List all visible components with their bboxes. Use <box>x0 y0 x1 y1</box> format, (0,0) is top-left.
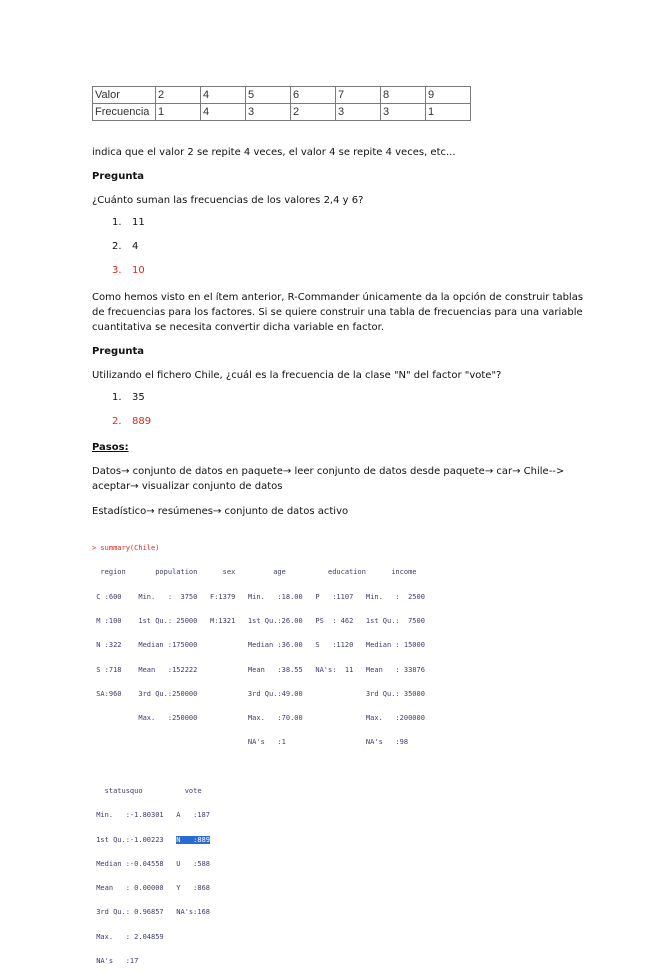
table-cell: 1 <box>426 104 471 121</box>
console-line: S :718 Mean :152222 Mean :38.55 NA's: 11 Mean : 33876 <box>92 665 425 674</box>
question-label: Pregunta <box>92 171 144 182</box>
option-number: 1. <box>112 392 122 403</box>
console-line <box>92 763 288 771</box>
console-line-prefix: 1st Qu.:-1.00223 <box>92 835 177 844</box>
console-line: NA's :1 NA's :98 <box>92 738 409 747</box>
r-console-output <box>92 528 425 965</box>
table-row <box>93 104 471 121</box>
console-line: NA's :17 <box>92 956 139 965</box>
paragraph-line: cuantitativa se necesita convertir dicha variable en factor. <box>92 322 385 333</box>
steps-title: Pasos: <box>92 442 129 453</box>
answer-option <box>112 392 145 403</box>
correct-answer-option <box>112 416 151 427</box>
intro-text: indica que el valor 2 se repite 4 veces, el valor 4 se repite 4 veces, etc... <box>92 147 456 158</box>
console-line: Min. :-1.80301 A :187 <box>92 811 211 820</box>
table-cell: 4 <box>201 104 246 121</box>
paragraph-line: Como hemos visto en el ítem anterior, R-Commander únicamente da la opción de construir tablas <box>92 292 584 303</box>
correct-answer-option <box>112 265 145 276</box>
option-text: 11 <box>132 217 145 228</box>
console-line: C :600 Min. : 3750 F:1379 Min. :18.00 P :1107 Min. : 2500 <box>92 592 425 601</box>
table-cell: 1 <box>156 104 201 121</box>
console-line: 3rd Qu.: 0.96857 NA's:168 <box>92 908 211 917</box>
console-prompt: > summary(Chile) <box>92 544 160 553</box>
console-line: SA:960 3rd Qu.:250000 3rd Qu.:49.00 3rd Qu.: 35000 <box>92 689 425 698</box>
steps-line: aceptar→ visualizar conjunto de datos <box>92 481 283 492</box>
table-cell: 3 <box>246 104 291 121</box>
table-cell: 6 <box>291 87 336 104</box>
option-number: 1. <box>112 217 122 228</box>
option-text: 35 <box>132 392 145 403</box>
console-line: M :100 1st Qu.: 25000 M:1321 1st Qu.:26.00 PS : 462 1st Qu.: 7500 <box>92 617 425 626</box>
console-line: Mean : 0.00000 Y :868 <box>92 884 211 893</box>
option-number: 2. <box>112 241 122 252</box>
question-text: ¿Cuánto suman las frecuencias de los valores 2,4 y 6? <box>92 195 364 206</box>
paragraph-line: de frecuencias para los factores. Si se quiere construir una tabla de frecuencias para una variable <box>92 307 583 318</box>
answer-option <box>112 241 138 252</box>
console-line: Median :-0.04558 U :588 <box>92 859 211 868</box>
table-cell: 2 <box>156 87 201 104</box>
question-label: Pregunta <box>92 346 144 357</box>
table-cell: 3 <box>336 104 381 121</box>
table-cell: 7 <box>336 87 381 104</box>
steps-line: Estadístico→ resúmenes→ conjunto de datos activo <box>92 506 349 517</box>
table-cell: 3 <box>381 104 426 121</box>
console-line: N :322 Median :175000 Median :36.00 S :1120 Median : 15000 <box>92 641 425 650</box>
option-text: 10 <box>132 265 145 276</box>
row-header: Frecuencia <box>93 104 156 121</box>
table-row <box>93 87 471 104</box>
table-cell: 2 <box>291 104 336 121</box>
option-text: 889 <box>132 416 152 427</box>
frequency-table <box>92 86 471 121</box>
table-cell: 5 <box>246 87 291 104</box>
console-line: Max. : 2.04859 <box>92 932 164 941</box>
answer-option <box>112 217 145 228</box>
table-cell: 8 <box>381 87 426 104</box>
table-cell: 4 <box>201 87 246 104</box>
console-line: Max. :250000 Max. :70.00 Max. :200000 <box>92 714 425 723</box>
console-line-highlighted <box>92 836 288 844</box>
question-text: Utilizando el fichero Chile, ¿cuál es la frecuencia de la clase "N" del factor "vote"? <box>92 370 502 381</box>
selected-text[interactable]: N :889 <box>176 835 211 844</box>
option-number: 2. <box>112 416 122 427</box>
console-line: region population sex age education income <box>92 568 417 577</box>
console-line: statusquo vote <box>92 787 202 795</box>
option-number: 3. <box>112 265 122 276</box>
option-text: 4 <box>132 241 139 252</box>
table-cell: 9 <box>426 87 471 104</box>
row-header: Valor <box>93 87 156 104</box>
steps-line: Datos→ conjunto de datos en paquete→ leer conjunto de datos desde paquete→ car→ Chile--> <box>92 466 565 477</box>
